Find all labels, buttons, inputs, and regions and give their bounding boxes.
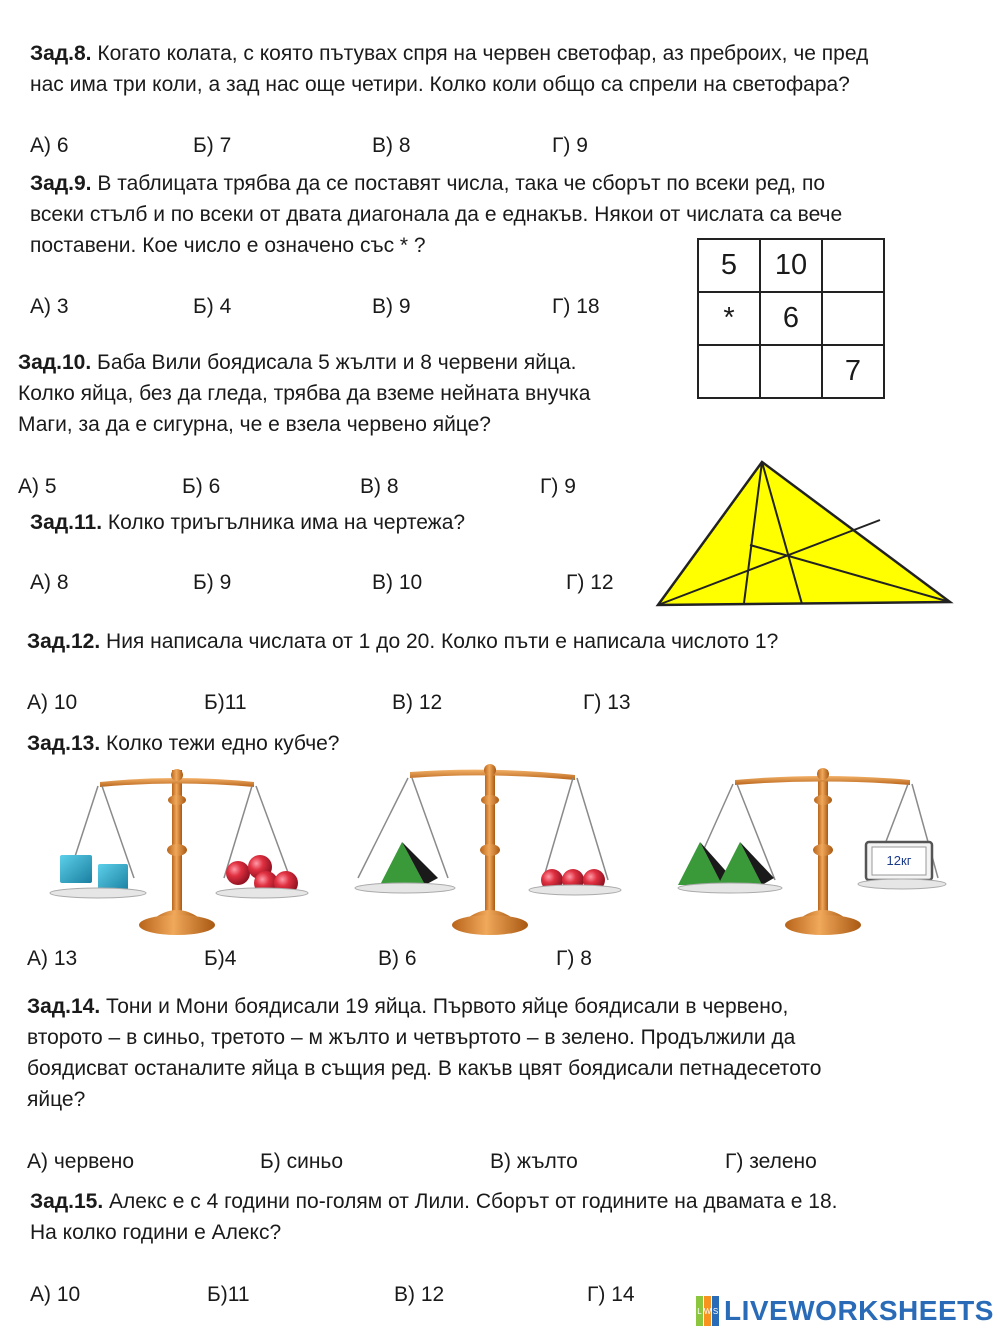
- q9-line-2: всеки стълб и по всеки от двата диагонала да е еднакъв. Някои от числата са вече: [30, 203, 843, 226]
- red-ball: [226, 861, 250, 885]
- q14-line-1: [27, 991, 788, 1022]
- q11-answer-a[interactable]: А) 8: [30, 571, 69, 594]
- q12-label: Зад.12.: [27, 630, 101, 653]
- q9-label: Зад.9.: [30, 172, 92, 195]
- liveworksheets-logo[interactable]: [696, 1294, 994, 1328]
- q8-answer-c[interactable]: В) 8: [372, 134, 411, 157]
- q15-answer-d[interactable]: Г) 14: [587, 1283, 635, 1306]
- grid-cell: [822, 292, 884, 345]
- grid-cell: 7: [822, 345, 884, 398]
- q11-answer-d[interactable]: Г) 12: [566, 571, 614, 594]
- magic-square-grid: [697, 238, 885, 399]
- scale-base: [139, 915, 215, 935]
- q9-text-1: В таблицата трябва да се поставят числа, така че сборът по всеки ред, по: [91, 172, 826, 195]
- q10-line-1: [18, 347, 577, 378]
- q8-line-1: [30, 38, 868, 69]
- q13-label: Зад.13.: [27, 732, 101, 755]
- liveworksheets-badge-icon: [696, 1296, 720, 1326]
- q8-answer-b[interactable]: Б) 7: [193, 134, 232, 157]
- q13-answer-b[interactable]: Б)4: [204, 947, 237, 970]
- q11-answer-c[interactable]: В) 10: [372, 571, 423, 594]
- q9-answer-b[interactable]: Б) 4: [193, 295, 232, 318]
- q14-answer-c[interactable]: В) жълто: [490, 1150, 578, 1173]
- q14-answer-a[interactable]: А) червено: [27, 1150, 135, 1173]
- q9-answer-a[interactable]: А) 3: [30, 295, 69, 318]
- scale-base: [785, 915, 861, 935]
- q13-line-1: [27, 728, 340, 759]
- q15-text-1: Алекс е с 4 години по-голям от Лили. Сборът от годините на двамата е 18.: [103, 1190, 838, 1213]
- q14-label: Зад.14.: [27, 995, 101, 1018]
- q14-line-3: боядисват останалите яйца в същия ред. В какъв цвят боядисали петнадесетото: [27, 1057, 822, 1080]
- triangle-figure: [652, 455, 957, 610]
- badge-letter: S: [712, 1307, 719, 1316]
- q14-text-1: Тони и Мони боядисали 19 яйца. Първото яйце боядисали в червено,: [100, 995, 789, 1018]
- q10-line-3: Маги, за да е сигурна, че е взела червено яйце?: [18, 413, 491, 436]
- q13-answer-c[interactable]: В) 6: [378, 947, 417, 970]
- q13-answer-a[interactable]: А) 13: [27, 947, 78, 970]
- q9-answer-d[interactable]: Г) 18: [552, 295, 600, 318]
- q12-answer-c[interactable]: В) 12: [392, 691, 443, 714]
- q12-line-1: [27, 626, 778, 657]
- q12-answer-a[interactable]: А) 10: [27, 691, 78, 714]
- q8-text-1: Когато колата, с която пътувах спря на червен светофар, аз преброих, че пред: [91, 42, 869, 65]
- q9-line-3: поставени. Кое число е означено със * ?: [30, 234, 426, 257]
- q8-answer-a[interactable]: А) 6: [30, 134, 69, 157]
- scale-1: [50, 769, 308, 935]
- q15-answer-c[interactable]: В) 12: [394, 1283, 445, 1306]
- q11-answer-b[interactable]: Б) 9: [193, 571, 232, 594]
- grid-cell: [698, 345, 760, 398]
- q14-answer-b[interactable]: Б) синьо: [260, 1150, 344, 1173]
- q15-line-2: На колко години е Алекс?: [30, 1221, 282, 1244]
- q8-line-2: нас има три коли, а зад нас още четири. Колко коли общо са спрели на светофара?: [30, 73, 850, 96]
- q15-label: Зад.15.: [30, 1190, 104, 1213]
- q11-text-1: Колко триъгълника има на чертежа?: [102, 511, 466, 534]
- q11-line-1: [30, 507, 465, 538]
- grid-cell: 6: [760, 292, 822, 345]
- q14-answer-d[interactable]: Г) зелено: [725, 1150, 817, 1173]
- q13-text-1: Колко тежи едно кубче?: [100, 732, 340, 755]
- q11-label: Зад.11.: [30, 511, 103, 534]
- q8-label: Зад.8.: [30, 42, 92, 65]
- grid-cell: 5: [698, 239, 760, 292]
- q10-line-2: Колко яйца, без да гледа, трябва да вземе нейната внучка: [18, 382, 591, 405]
- q15-answer-b[interactable]: Б)11: [207, 1283, 250, 1306]
- q12-answer-b[interactable]: Б)11: [204, 691, 247, 714]
- q10-answer-b[interactable]: Б) 6: [182, 475, 221, 498]
- q9-answer-c[interactable]: В) 9: [372, 295, 411, 318]
- logo-text: LIVEWORKSHEETS: [724, 1295, 994, 1326]
- badge-letter: W: [703, 1307, 712, 1316]
- q15-line-1: [30, 1186, 838, 1217]
- q13-answer-d[interactable]: Г) 8: [556, 947, 592, 970]
- q10-answer-d[interactable]: Г) 9: [540, 475, 576, 498]
- q9-line-1: [30, 168, 825, 199]
- grid-cell: [822, 239, 884, 292]
- q8-answer-d[interactable]: Г) 9: [552, 134, 588, 157]
- weight-box-label: 12кг: [886, 852, 912, 868]
- q10-text-1: Баба Вили боядисала 5 жълти и 8 червени яйца.: [91, 351, 577, 374]
- scale-2: [355, 764, 621, 935]
- q12-answer-d[interactable]: Г) 13: [583, 691, 631, 714]
- cube-weight: [60, 855, 92, 883]
- grid-cell: 10: [760, 239, 822, 292]
- scale-base: [452, 915, 528, 935]
- q14-line-4: яйце?: [27, 1088, 86, 1111]
- grid-cell: *: [698, 292, 760, 345]
- outer-triangle: [658, 462, 950, 605]
- q15-answer-a[interactable]: А) 10: [30, 1283, 81, 1306]
- balance-scales-figure: [40, 760, 965, 945]
- q14-line-2: второто – в синьо, третото – м жълто и четвъртото – в зелено. Продължили да: [27, 1026, 796, 1049]
- grid-cell: [760, 345, 822, 398]
- q10-answer-a[interactable]: А) 5: [18, 475, 57, 498]
- q10-label: Зад.10.: [18, 351, 92, 374]
- q12-text-1: Ния написала числата от 1 до 20. Колко пъти е написала числото 1?: [100, 630, 779, 653]
- badge-letter: L: [697, 1307, 702, 1316]
- q10-answer-c[interactable]: В) 8: [360, 475, 399, 498]
